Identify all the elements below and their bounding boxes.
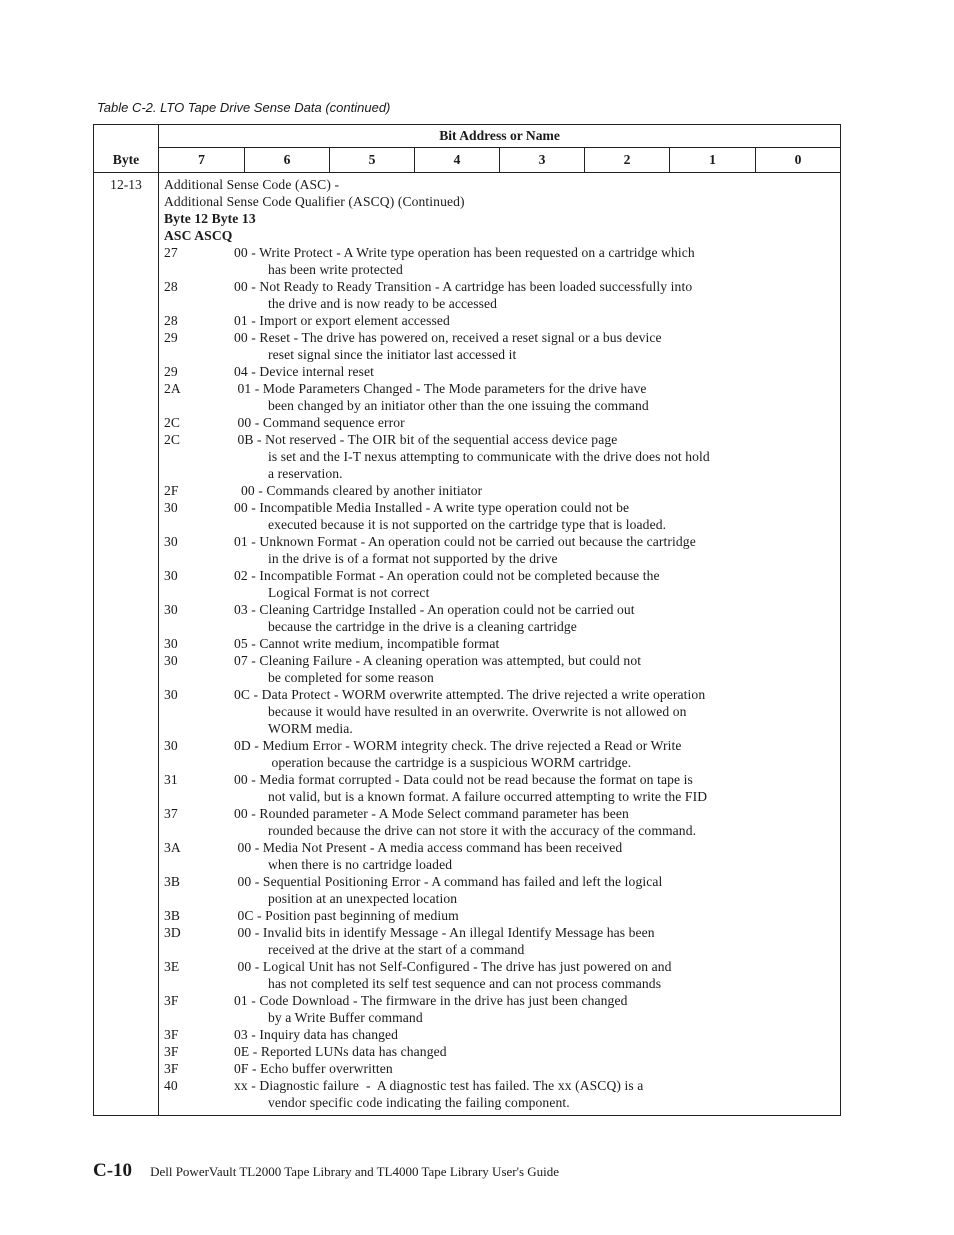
- asc-code: 27: [164, 245, 178, 260]
- description-line: 02 - Incompatible Format - An operation could not be completed because the: [234, 568, 660, 583]
- ascq-description: [234, 771, 836, 805]
- description-line: 00 - Incompatible Media Installed - A write type operation could not be: [234, 500, 630, 515]
- asc-entry: [164, 652, 836, 686]
- asc-entry: [164, 771, 836, 805]
- ascq-description: [234, 652, 836, 686]
- ascq-description: [234, 499, 836, 533]
- ascq-description: [234, 1026, 836, 1043]
- asc-code: 40: [164, 1078, 178, 1093]
- ascq-description: [234, 1060, 836, 1077]
- ascq-description: [234, 414, 836, 431]
- ascq-description: [234, 635, 836, 652]
- description-line: has been write protected: [268, 262, 403, 277]
- description-line: not valid, but is a known format. A failure occurred attempting to write the FID: [268, 789, 708, 804]
- ascq-description: [234, 839, 836, 873]
- sense-data-table: [93, 124, 841, 1116]
- ascq-description: [234, 244, 836, 278]
- asc-code: 3F: [164, 993, 179, 1008]
- asc-entry: [164, 312, 836, 329]
- table-row: [94, 173, 841, 1116]
- asc-code: 30: [164, 534, 178, 549]
- description-line: when there is no cartridge loaded: [268, 857, 453, 872]
- description-line: in the drive is of a format not supported by the drive: [268, 551, 558, 566]
- asc-code: 30: [164, 738, 178, 753]
- bit-3-header: 3: [500, 148, 585, 173]
- ascq-description: [234, 958, 836, 992]
- description-line: 01 - Import or export element accessed: [234, 313, 450, 328]
- description-line: a reservation.: [268, 466, 343, 481]
- description-line: WORM media.: [268, 721, 353, 736]
- page-number: C-10: [93, 1160, 133, 1181]
- asc-code: 3F: [164, 1061, 179, 1076]
- description-line: 00 - Invalid bits in identify Message - An illegal Identify Message has been: [234, 925, 655, 940]
- asc-code: 28: [164, 279, 178, 294]
- ascq-description: [234, 278, 836, 312]
- asc-entry: [164, 380, 836, 414]
- description-line: Logical Format is not correct: [268, 585, 430, 600]
- description-line: the drive and is now ready to be accessed: [268, 296, 498, 311]
- asc-code: 30: [164, 568, 178, 583]
- description-line: because it would have resulted in an overwrite. Overwrite is not allowed on: [268, 704, 687, 719]
- asc-code: 2F: [164, 483, 179, 498]
- asc-entry: [164, 924, 836, 958]
- asc-entry: [164, 873, 836, 907]
- asc-code: 29: [164, 364, 178, 379]
- asc-entry: [164, 1060, 836, 1077]
- description-line: is set and the I-T nexus attempting to communicate with the drive does not hold: [268, 449, 710, 464]
- description-line: 0D - Medium Error - WORM integrity check. The drive rejected a Read or Write: [234, 738, 682, 753]
- description-line: xx - Diagnostic failure - A diagnostic test has failed. The xx (ASCQ) is a: [234, 1078, 644, 1093]
- asc-entry: [164, 482, 836, 499]
- description-line: been changed by an initiator other than the one issuing the command: [268, 398, 649, 413]
- description-line: 0C - Data Protect - WORM overwrite attempted. The drive rejected a write operation: [234, 687, 706, 702]
- asc-code: 3A: [164, 840, 181, 855]
- description-line: 01 - Code Download - The firmware in the drive has just been changed: [234, 993, 628, 1008]
- asc-description-cell: [159, 173, 841, 1116]
- description-line: 00 - Rounded parameter - A Mode Select command parameter has been: [234, 806, 629, 821]
- byte-header-spacer: [94, 125, 159, 148]
- ascq-description: [234, 737, 836, 771]
- ascq-description: [234, 805, 836, 839]
- asc-code: 2C: [164, 432, 181, 447]
- ascq-description: [234, 380, 836, 414]
- bit-header-row: [94, 148, 841, 173]
- description-line: reset signal since the initiator last accessed it: [268, 347, 517, 362]
- description-line: 03 - Inquiry data has changed: [234, 1027, 399, 1042]
- ascq-description: [234, 1077, 836, 1111]
- ascq-description: [234, 482, 836, 499]
- asc-entry: [164, 601, 836, 635]
- asc-entry: [164, 737, 836, 771]
- description-line: 0B - Not reserved - The OIR bit of the sequential access device page: [234, 432, 618, 447]
- page-footer: [93, 1160, 559, 1182]
- asc-code: 3F: [164, 1044, 179, 1059]
- description-line: 0F - Echo buffer overwritten: [234, 1061, 393, 1076]
- description-line: 00 - Command sequence error: [234, 415, 405, 430]
- asc-code: 30: [164, 653, 178, 668]
- ascq-description: [234, 567, 836, 601]
- description-line: 00 - Sequential Positioning Error - A command has failed and left the logical: [234, 874, 663, 889]
- bit-5-header: 5: [330, 148, 415, 173]
- intro-line: Additional Sense Code Qualifier (ASCQ) (Continued): [164, 194, 465, 209]
- asc-entry-list: [164, 244, 836, 1111]
- byte-header: Byte: [94, 148, 159, 173]
- asc-code: 3D: [164, 925, 181, 940]
- asc-code: 3B: [164, 908, 181, 923]
- asc-entry: [164, 805, 836, 839]
- asc-code: 3F: [164, 1027, 179, 1042]
- asc-code: 3E: [164, 959, 180, 974]
- description-line: 03 - Cleaning Cartridge Installed - An operation could not be carried out: [234, 602, 635, 617]
- ascq-description: [234, 686, 836, 737]
- description-line: 07 - Cleaning Failure - A cleaning operation was attempted, but could not: [234, 653, 642, 668]
- ascq-description: [234, 924, 836, 958]
- bit-1-header: 1: [670, 148, 756, 173]
- bit-7-header: 7: [159, 148, 245, 173]
- ascq-description: [234, 907, 836, 924]
- description-line: 00 - Reset - The drive has powered on, received a reset signal or a bus device: [234, 330, 662, 345]
- asc-code: 3B: [164, 874, 181, 889]
- asc-column-heading: ASC ASCQ: [164, 228, 233, 243]
- asc-entry: [164, 907, 836, 924]
- asc-entry: [164, 329, 836, 363]
- intro-line: Additional Sense Code (ASC) -: [164, 177, 340, 192]
- description-line: operation because the cartridge is a suspicious WORM cartridge.: [268, 755, 632, 770]
- asc-entry: [164, 1043, 836, 1060]
- asc-entry: [164, 1077, 836, 1111]
- asc-entry: [164, 992, 836, 1026]
- asc-entry: [164, 1026, 836, 1043]
- description-line: 0C - Position past beginning of medium: [234, 908, 459, 923]
- description-line: received at the drive at the start of a command: [268, 942, 525, 957]
- asc-entry: [164, 414, 836, 431]
- asc-entry: [164, 363, 836, 380]
- asc-entry: [164, 635, 836, 652]
- asc-code: 28: [164, 313, 178, 328]
- description-line: 00 - Write Protect - A Write type operation has been requested on a cartridge which: [234, 245, 695, 260]
- description-line: 0E - Reported LUNs data has changed: [234, 1044, 447, 1059]
- description-line: be completed for some reason: [268, 670, 434, 685]
- description-line: vendor specific code indicating the failing component.: [268, 1095, 570, 1110]
- asc-entry: [164, 567, 836, 601]
- ascq-description: [234, 431, 836, 482]
- bit-0-header: 0: [756, 148, 841, 173]
- description-line: 04 - Device internal reset: [234, 364, 374, 379]
- ascq-description: [234, 363, 836, 380]
- byte-column-heading: Byte 12 Byte 13: [164, 211, 256, 226]
- ascq-description: [234, 601, 836, 635]
- description-line: because the cartridge in the drive is a cleaning cartridge: [268, 619, 577, 634]
- description-line: 01 - Mode Parameters Changed - The Mode parameters for the drive have: [234, 381, 647, 396]
- description-line: position at an unexpected location: [268, 891, 458, 906]
- asc-code: 30: [164, 602, 178, 617]
- byte-value: 12-13: [94, 173, 159, 1116]
- asc-code: 30: [164, 636, 178, 651]
- ascq-description: [234, 873, 836, 907]
- asc-code: 30: [164, 687, 178, 702]
- ascq-description: [234, 1043, 836, 1060]
- table-caption: Table C-2. LTO Tape Drive Sense Data (continued): [97, 100, 391, 115]
- asc-entry: [164, 839, 836, 873]
- bit-4-header: 4: [415, 148, 500, 173]
- description-line: 00 - Commands cleared by another initiator: [234, 483, 483, 498]
- asc-entry: [164, 278, 836, 312]
- description-line: 01 - Unknown Format - An operation could not be carried out because the cartridge: [234, 534, 696, 549]
- description-line: executed because it is not supported on the cartridge type that is loaded.: [268, 517, 667, 532]
- description-line: rounded because the drive can not store it with the accuracy of the command.: [268, 823, 697, 838]
- description-line: has not completed its self test sequence and can not process commands: [268, 976, 662, 991]
- asc-entry: [164, 431, 836, 482]
- description-line: 00 - Media Not Present - A media access command has been received: [234, 840, 623, 855]
- description-line: 00 - Logical Unit has not Self-Configured - The drive has just powered on and: [234, 959, 672, 974]
- asc-entry: [164, 958, 836, 992]
- bit-6-header: 6: [245, 148, 330, 173]
- asc-entry: [164, 244, 836, 278]
- description-line: 00 - Not Ready to Ready Transition - A cartridge has been loaded successfully into: [234, 279, 693, 294]
- bit-address-header: Bit Address or Name: [159, 125, 841, 148]
- asc-code: 30: [164, 500, 178, 515]
- asc-code: 29: [164, 330, 178, 345]
- asc-entry: [164, 533, 836, 567]
- asc-code: 2A: [164, 381, 181, 396]
- description-line: 00 - Media format corrupted - Data could not be read because the format on tape is: [234, 772, 693, 787]
- asc-code: 2C: [164, 415, 181, 430]
- footer-title: Dell PowerVault TL2000 Tape Library and TL4000 Tape Library User's Guide: [150, 1164, 560, 1179]
- ascq-description: [234, 329, 836, 363]
- description-line: 05 - Cannot write medium, incompatible format: [234, 636, 500, 651]
- ascq-description: [234, 992, 836, 1026]
- asc-code: 31: [164, 772, 178, 787]
- description-line: by a Write Buffer command: [268, 1010, 423, 1025]
- asc-code: 37: [164, 806, 178, 821]
- asc-entry: [164, 686, 836, 737]
- ascq-description: [234, 312, 836, 329]
- bit-2-header: 2: [585, 148, 670, 173]
- asc-entry: [164, 499, 836, 533]
- ascq-description: [234, 533, 836, 567]
